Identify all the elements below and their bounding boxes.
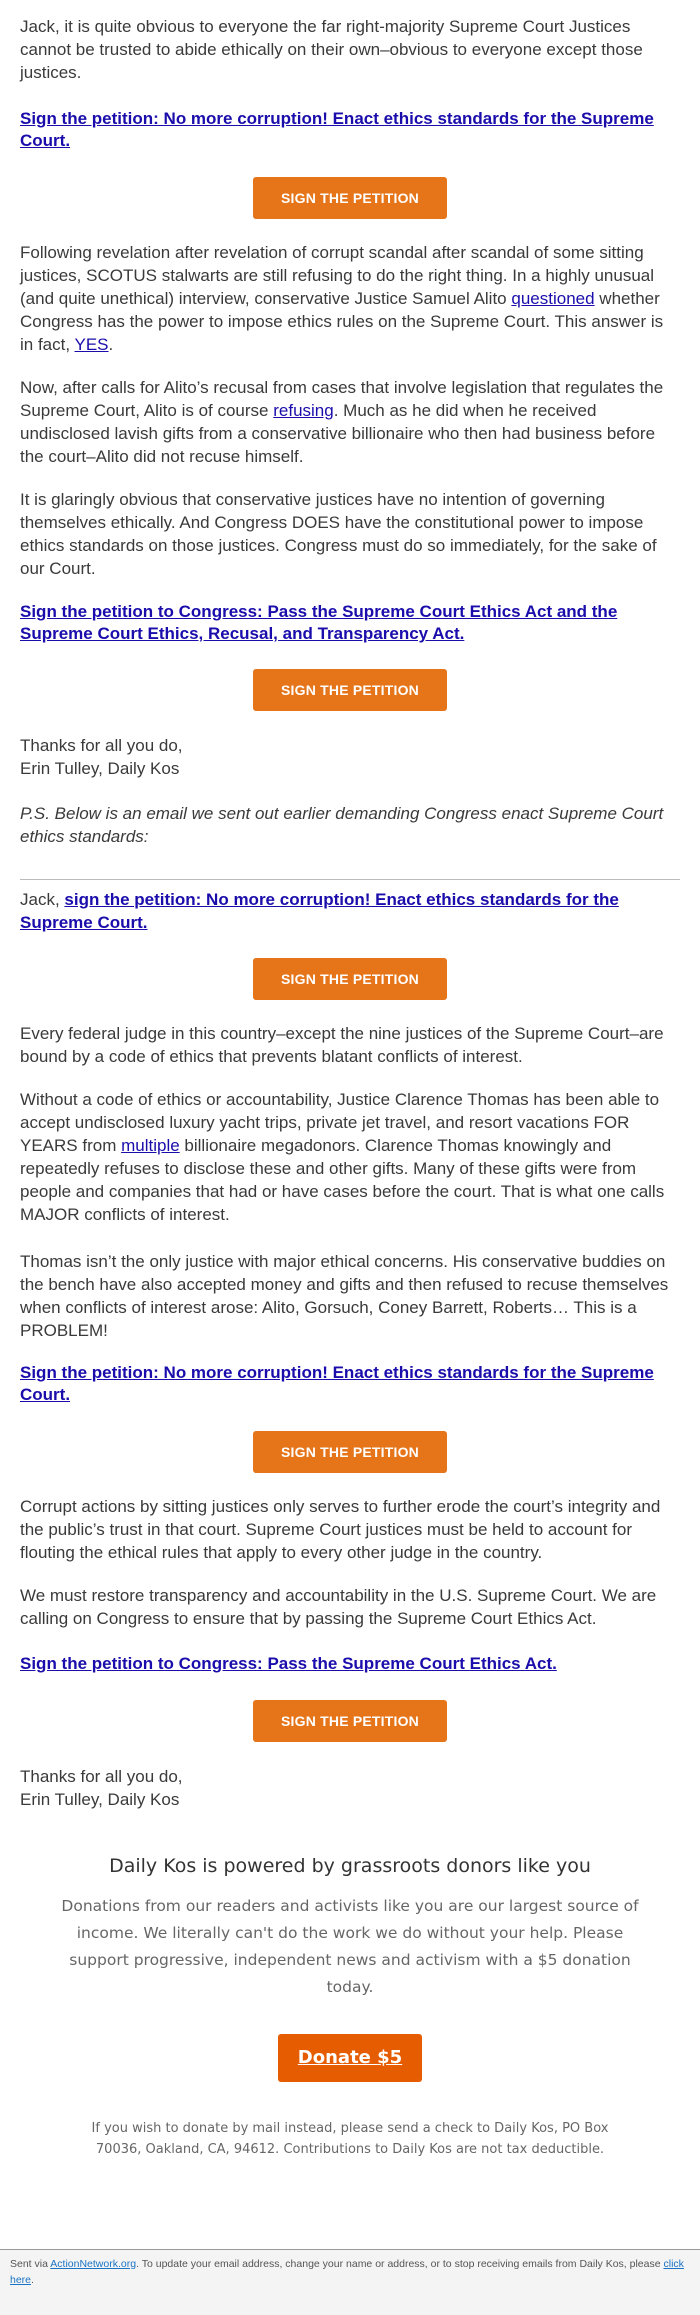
glaring-paragraph: It is glaringly obvious that conservative justices have no intention of governing themselves ethically. And Congress DOES have the constitutional power to impose ethics standards on those justices. Congress must do so immediately, for the sake of our Court. bbox=[20, 490, 657, 578]
sign-petition-button-1[interactable]: SIGN THE PETITION bbox=[253, 177, 447, 219]
earlier-greeting-paragraph: Jack, sign the petition: No more corruption! Enact ethics standards for the Supreme Court. bbox=[20, 890, 619, 932]
sign-petition-button-2[interactable]: SIGN THE PETITION bbox=[253, 669, 447, 711]
corrupt-paragraph: Corrupt actions by sitting justices only serves to further erode the court’s integrity and the public’s trust in that court. Supreme Court justices must be held to account for flouting the ethical rules that apply to every other judge in the country. bbox=[20, 1497, 661, 1562]
earlier-signoff bbox=[20, 1765, 680, 1811]
petition-link-3[interactable]: Sign the petition: No more corruption! Enact ethics standards for the Supreme Court. bbox=[20, 1363, 654, 1404]
intro-text: Jack, it is quite obvious to everyone the far right-majority Supreme Court Justices cannot be trusted to abide ethically on their own–obvious to everyone except those justices. bbox=[20, 17, 643, 82]
judges-paragraph: Every federal judge in this country–except the nine justices of the Supreme Court–are bound by a code of ethics that prevents blatant conflicts of interest. bbox=[20, 1024, 664, 1066]
earlier-signoff-line-1: Thanks for all you do, bbox=[20, 1767, 183, 1786]
petition-link-1[interactable]: Sign the petition: No more corruption! Enact ethics standards for the Supreme Court. bbox=[20, 109, 654, 150]
yes-link[interactable]: YES bbox=[74, 335, 109, 354]
buddies-paragraph: Thomas isn’t the only justice with major ethical concerns. His conservative buddies on the bench have also accepted money and gifts and then refused to recuse themselves when conflicts of interest arose: Alito, Gorsuch, Coney Barrett, Roberts… This is a PROBLEM! bbox=[20, 1252, 669, 1340]
footer-text: Sent via ActionNetwork.org. To update your email address, change your name or address, or to stop receiving emails from Daily Kos, please click here. bbox=[10, 2258, 684, 2286]
intro-paragraph bbox=[20, 15, 680, 84]
donate-heading: Daily Kos is powered by grassroots donors like you bbox=[109, 1855, 591, 1877]
donate-section bbox=[0, 1855, 700, 1878]
unsubscribe-link[interactable]: click here bbox=[10, 2258, 684, 2286]
footer bbox=[0, 2249, 700, 2315]
recusal-paragraph: Now, after calls for Alito’s recusal from cases that involve legislation that regulates the Supreme Court, Alito is of course refusing. Much as he did when he received undisclosed lavish gifts from a conservative billionaire who then had business before the court–Alito did not recuse himself. bbox=[20, 378, 664, 466]
signoff-line-2: Erin Tulley, Daily Kos bbox=[20, 759, 180, 778]
sign-petition-button-3[interactable]: SIGN THE PETITION bbox=[253, 958, 447, 1000]
signoff-line-1: Thanks for all you do, bbox=[20, 736, 183, 755]
signoff bbox=[20, 734, 680, 780]
petition-link-2[interactable]: Sign the petition to Congress: Pass the Supreme Court Ethics Act and the Supreme Court Ethics, Recusal, and Transparency Act. bbox=[20, 602, 618, 643]
petition-link-4[interactable]: Sign the petition to Congress: Pass the Supreme Court Ethics Act. bbox=[20, 1654, 557, 1673]
actionnetwork-link[interactable]: ActionNetwork.org bbox=[50, 2258, 137, 2270]
donate-mail-text: If you wish to donate by mail instead, please send a check to Daily Kos, PO Box 70036, Oakland, CA, 94612. Contributions to Daily Kos are not tax deductible. bbox=[91, 2121, 609, 2157]
restore-paragraph: We must restore transparency and accountability in the U.S. Supreme Court. We are calling on Congress to ensure that by passing the Supreme Court Ethics Act. bbox=[20, 1586, 657, 1628]
scandal-paragraph: Following revelation after revelation of corrupt scandal after scandal of some sitting justices, SCOTUS stalwarts are still refusing to do the right thing. In a highly unusual (and quite unethical) interview, conservative Justice Samuel Alito questioned whether Congress has the power to impose ethics rules on the Supreme Court. This answer is in fact, YES. bbox=[20, 243, 664, 354]
multiple-link[interactable]: multiple bbox=[121, 1136, 180, 1155]
refusing-link[interactable]: refusing bbox=[273, 401, 334, 420]
divider bbox=[20, 879, 680, 880]
earlier-petition-link[interactable]: sign the petition: No more corruption! Enact ethics standards for the Supreme Court. bbox=[20, 890, 619, 932]
earlier-signoff-line-2: Erin Tulley, Daily Kos bbox=[20, 1790, 180, 1809]
donate-text: Donations from our readers and activists like you are our largest source of income. We literally can't do the work we do without your help. Please support progressive, independent news and activism with a $5 donation today. bbox=[61, 1897, 639, 1996]
donate-button[interactable]: Donate $5 bbox=[278, 2034, 422, 2082]
ps-note: P.S. Below is an email we sent out earlier demanding Congress enact Supreme Court ethics standards: bbox=[20, 804, 664, 846]
thomas-paragraph: Without a code of ethics or accountability, Justice Clarence Thomas has been able to accept undisclosed luxury yacht trips, private jet travel, and resort vacations FOR YEARS from multiple billionaire megadonors. Clarence Thomas knowingly and repeatedly refuses to disclose these and other gifts. Many of these gifts were from people and companies that had or have cases before the court. That is what one calls MAJOR conflicts of interest. bbox=[20, 1090, 665, 1224]
sign-petition-button-5[interactable]: SIGN THE PETITION bbox=[253, 1700, 447, 1742]
sign-petition-button-4[interactable]: SIGN THE PETITION bbox=[253, 1431, 447, 1473]
questioned-link[interactable]: questioned bbox=[511, 289, 595, 308]
